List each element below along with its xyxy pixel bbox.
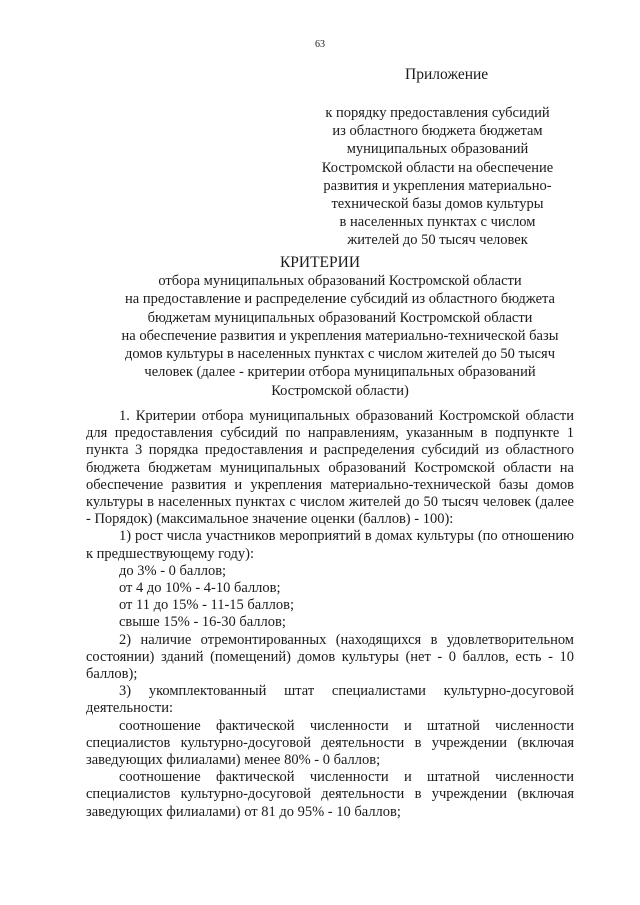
criterion-1-title: 1) рост числа участников мероприятий в домах культуры (по отношению к предшествующему году): <box>86 528 574 562</box>
appendix-subtitle-line: технической базы домов культуры <box>331 196 544 213</box>
appendix-subtitle-line: развития и укрепления материально- <box>323 177 552 194</box>
criterion-1-item: от 4 до 10% - 4-10 баллов; <box>119 580 281 597</box>
criteria-subtitle-line: на предоставление и распределение субсидий из областного бюджета <box>125 291 555 308</box>
criteria-subtitle-line: бюджетам муниципальных образований Костромской области <box>147 309 533 326</box>
paragraph-criteria-intro: 1. Критерии отбора муниципальных образований Костромской области для предоставления субсидий по направлениям, указанным в подпункте 1 пункта 3 порядка предоставления и распределения субсидий из областного бюджета бюджетам муниципальных образований Костромской области на обеспечение развития и укрепления материально-технической базы домов культуры в населенных пунктах с числом жителей до 50 тысяч человек (далее - Порядок) (максимальное значение оценки (баллов) - 100): <box>86 408 574 528</box>
appendix-subtitle <box>300 104 575 250</box>
criterion-3-title: 3) укомплектованный штат специалистами культурно-досуговой деятельности: <box>86 683 574 717</box>
criterion-1-item: свыше 15% - 16-30 баллов; <box>119 614 286 631</box>
criterion-3-item: соотношение фактической численности и штатной численности специалистов культурно-досуговой деятельности в учреждении (включая заведующих филиалами) менее 80% - 0 баллов; <box>86 717 574 769</box>
criteria-subtitle-line: человек (далее - критерии отбора муниципальных образований <box>144 364 536 381</box>
criterion-2: 2) наличие отремонтированных (находящихся в удовлетворительном состоянии) зданий (помещений) домов культуры (нет - 0 баллов, есть - 10 баллов); <box>86 631 574 683</box>
appendix-subtitle-line: муниципальных образований <box>346 141 529 158</box>
criteria-subtitle-line: отбора муниципальных образований Костромской области <box>158 273 522 289</box>
criteria-subtitle-line: на обеспечение развития и укрепления материально-технической базы <box>121 327 559 344</box>
criterion-1-item: от 11 до 15% - 11-15 баллов; <box>119 597 294 614</box>
document-body <box>86 408 574 821</box>
criteria-subtitle <box>70 272 610 400</box>
criteria-subtitle-line: Костромской области) <box>271 382 409 399</box>
appendix-subtitle-line: к порядку предоставления субсидий <box>325 105 550 121</box>
criterion-1-item: до 3% - 0 баллов; <box>119 562 227 579</box>
criteria-heading: КРИТЕРИИ <box>279 254 361 271</box>
appendix-subtitle-line: Костромской области на обеспечение <box>321 159 554 176</box>
appendix-subtitle-line: из областного бюджета бюджетам <box>332 123 543 140</box>
appendix-subtitle-line: в населенных пунктах с числом <box>339 214 536 231</box>
page-number: 63 <box>315 39 325 50</box>
criterion-3-item: соотношение фактической численности и штатной численности специалистов культурно-досуговой деятельности в учреждении (включая заведующих филиалами) от 81 до 95% - 10 баллов; <box>86 769 574 820</box>
appendix-subtitle-line: жителей до 50 тысяч человек <box>347 232 528 249</box>
criteria-subtitle-line: домов культуры в населенных пунктах с числом жителей до 50 тысяч <box>124 346 555 363</box>
appendix-title: Приложение <box>405 66 489 83</box>
